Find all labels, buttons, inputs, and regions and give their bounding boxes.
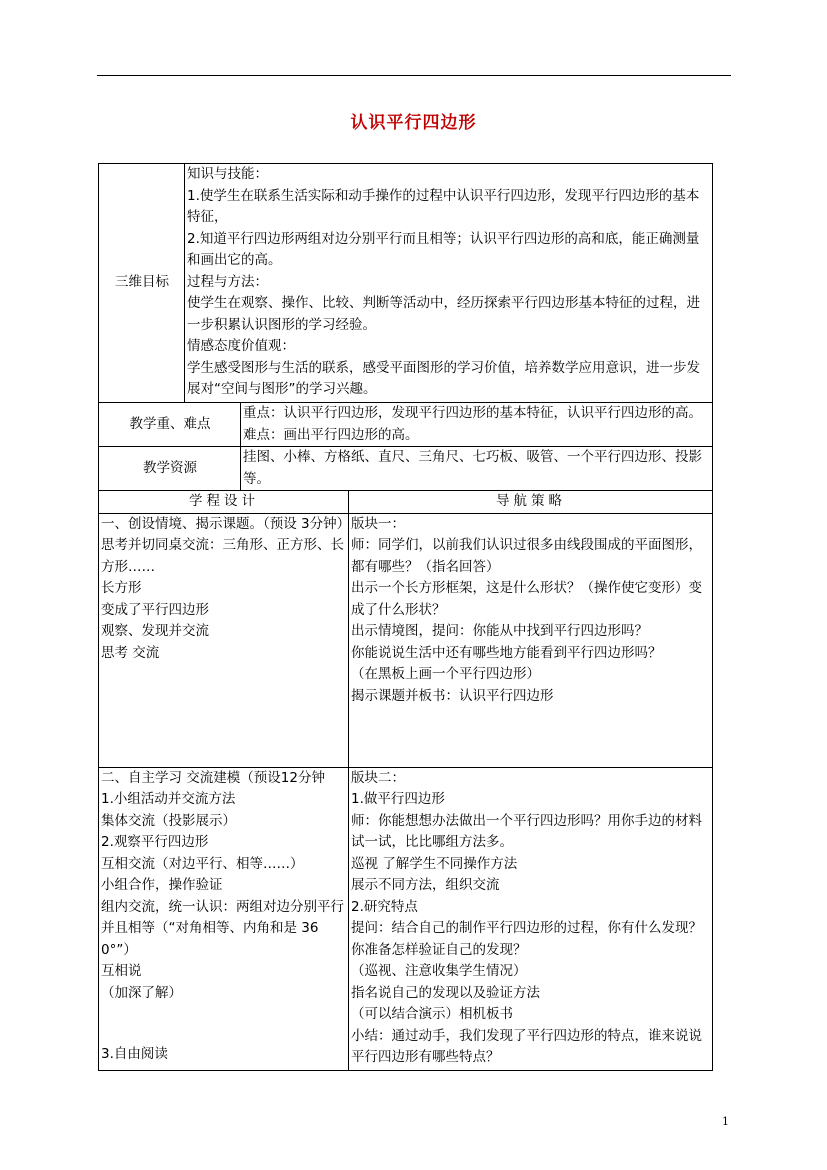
section1-left-line: 长方形 (101, 580, 142, 596)
goals-line: 过程与方法： (187, 273, 268, 290)
section1-left-line: 一、创设情境、揭示课题。（预设 3分钟） (101, 515, 351, 532)
goals-line: 学生感受图形与生活的联系，感受平面图形的学习价值，培养数学应用意识，进一步发展对“空间与图形”的学习兴趣。 (187, 359, 700, 397)
focus-row (99, 403, 713, 447)
goals-label: 三维目标 (99, 164, 185, 403)
section2-right-line: 巡视 了解学生不同操作方法 (351, 855, 518, 872)
focus-line: 重点：认识平行四边形，发现平行四边形的基本特征，认识平行四边形的高。 (243, 405, 702, 421)
focus-line: 难点：画出平行四边形的高。 (243, 426, 419, 443)
focus-label: 教学重、难点 (99, 403, 241, 447)
section2-right-line: 提问：结合自己的制作平行四边形的过程，你有什么发现？你准备怎样验证自己的发现？ (351, 920, 702, 958)
section2-right-line: （可以结合演示）相机板书 (351, 1006, 513, 1022)
design-header-row (99, 491, 713, 514)
section1-left-line: 思考并切同桌交流：三角形、正方形、长方形…… (101, 537, 344, 575)
section2-row (99, 767, 713, 1070)
section2-left-line: 2.观察平行四边形 (101, 834, 209, 850)
section2-right-line: 版块二： (351, 769, 405, 786)
section2-left-line: 集体交流（投影展示） (101, 812, 236, 829)
goals-content (185, 164, 713, 403)
section2-right-line: 1.做平行四边形 (351, 791, 445, 807)
page-number: 1 (722, 1115, 729, 1128)
section1-right-line: 揭示课题并板书：认识平行四边形 (351, 687, 554, 704)
section1-left-line: 思考 交流 (101, 644, 160, 661)
goals-line: 知识与技能： (187, 166, 268, 182)
resources-row (99, 447, 713, 491)
section2-right-line: 展示不同方法，组织交流 (351, 877, 500, 893)
resources-content: 挂图、小棒、方格纸、直尺、三角尺、七巧板、吸管、一个平行四边形、投影等。 (241, 447, 713, 491)
section1-right-line: 师：同学们，以前我们认识过很多由线段围成的平面图形，都有哪些？（指名回答） (351, 537, 702, 575)
left-column-header: 学程设计 (99, 491, 349, 514)
goals-line: 1.使学生在联系生活实际和动手操作的过程中认识平行四边形，发现平行四边形的基本特征， (187, 187, 700, 225)
section2-left-line: 小组合作，操作验证 (101, 877, 223, 893)
section1-right-line: 你能说说生活中还有哪些地方能看到平行四边形吗？ (351, 644, 662, 661)
section2-left-line: 1.小组活动并交流方法 (101, 791, 236, 807)
section1-left (99, 513, 349, 767)
goals-row (99, 164, 713, 403)
section2-left-line: 互相说 (101, 963, 142, 979)
section1-right (349, 513, 713, 767)
section2-right-line: （巡视、注意收集学生情况） (351, 963, 527, 979)
section2-left-line: 3.自由阅读 (101, 1046, 168, 1062)
section2-left (99, 767, 349, 1070)
goals-line: 使学生在观察、操作、比较、判断等活动中，经历探索平行四边形基本特征的过程，进一步积累认识图形的学习经验。 (187, 295, 700, 333)
section2-left-line: 组内交流，统一认识：两组对边分别平行并且相等（“对角相等、内角和是 360°”） (101, 898, 344, 958)
section2-right-line: 指名说自己的发现以及验证方法 (351, 984, 540, 1001)
section1-left-line: 变成了平行四边形 (101, 601, 209, 618)
section2-left-line: （加深了解） (101, 984, 182, 1001)
section1-right-line: （在黑板上画一个平行四边形） (351, 666, 540, 682)
section1-right-line: 出示一个长方形框架，这是什么形状？（操作使它变形）变成了什么形状？ (351, 580, 702, 618)
section2-right-line: 小结：通过动手，我们发现了平行四边形的特点，谁来说说平行四边形有哪些特点？ (351, 1027, 702, 1065)
goals-line: 2.知道平行四边形两组对边分别平行而且相等；认识平行四边形的高和底，能正确测量和画出它的高。 (187, 230, 700, 268)
section2-right-line: 师：你能想想办法做出一个平行四边形吗？用你手边的材料试一试，比比哪组方法多。 (351, 812, 702, 850)
section2-right (349, 767, 713, 1070)
section2-left-line: 互相交流（对边平行、相等……） (101, 855, 304, 872)
section2-left-line: 二、自主学习 交流建模（预设12分钟 (101, 769, 325, 786)
lesson-plan-table (98, 163, 713, 1071)
section1-left-line: 观察、发现并交流 (101, 623, 209, 639)
resources-label: 教学资源 (99, 447, 241, 491)
section1-row (99, 513, 713, 767)
page-title: 认识平行四边形 (350, 113, 477, 133)
goals-line: 情感态度价值观： (187, 338, 295, 354)
section2-right-line: 2.研究特点 (351, 898, 418, 915)
section1-right-line: 版块一： (351, 515, 405, 532)
section1-right-line: 出示情境图，提问：你能从中找到平行四边形吗？ (351, 623, 648, 639)
right-column-header: 导航策略 (349, 491, 713, 514)
focus-content (241, 403, 713, 447)
header-rule (97, 75, 731, 76)
